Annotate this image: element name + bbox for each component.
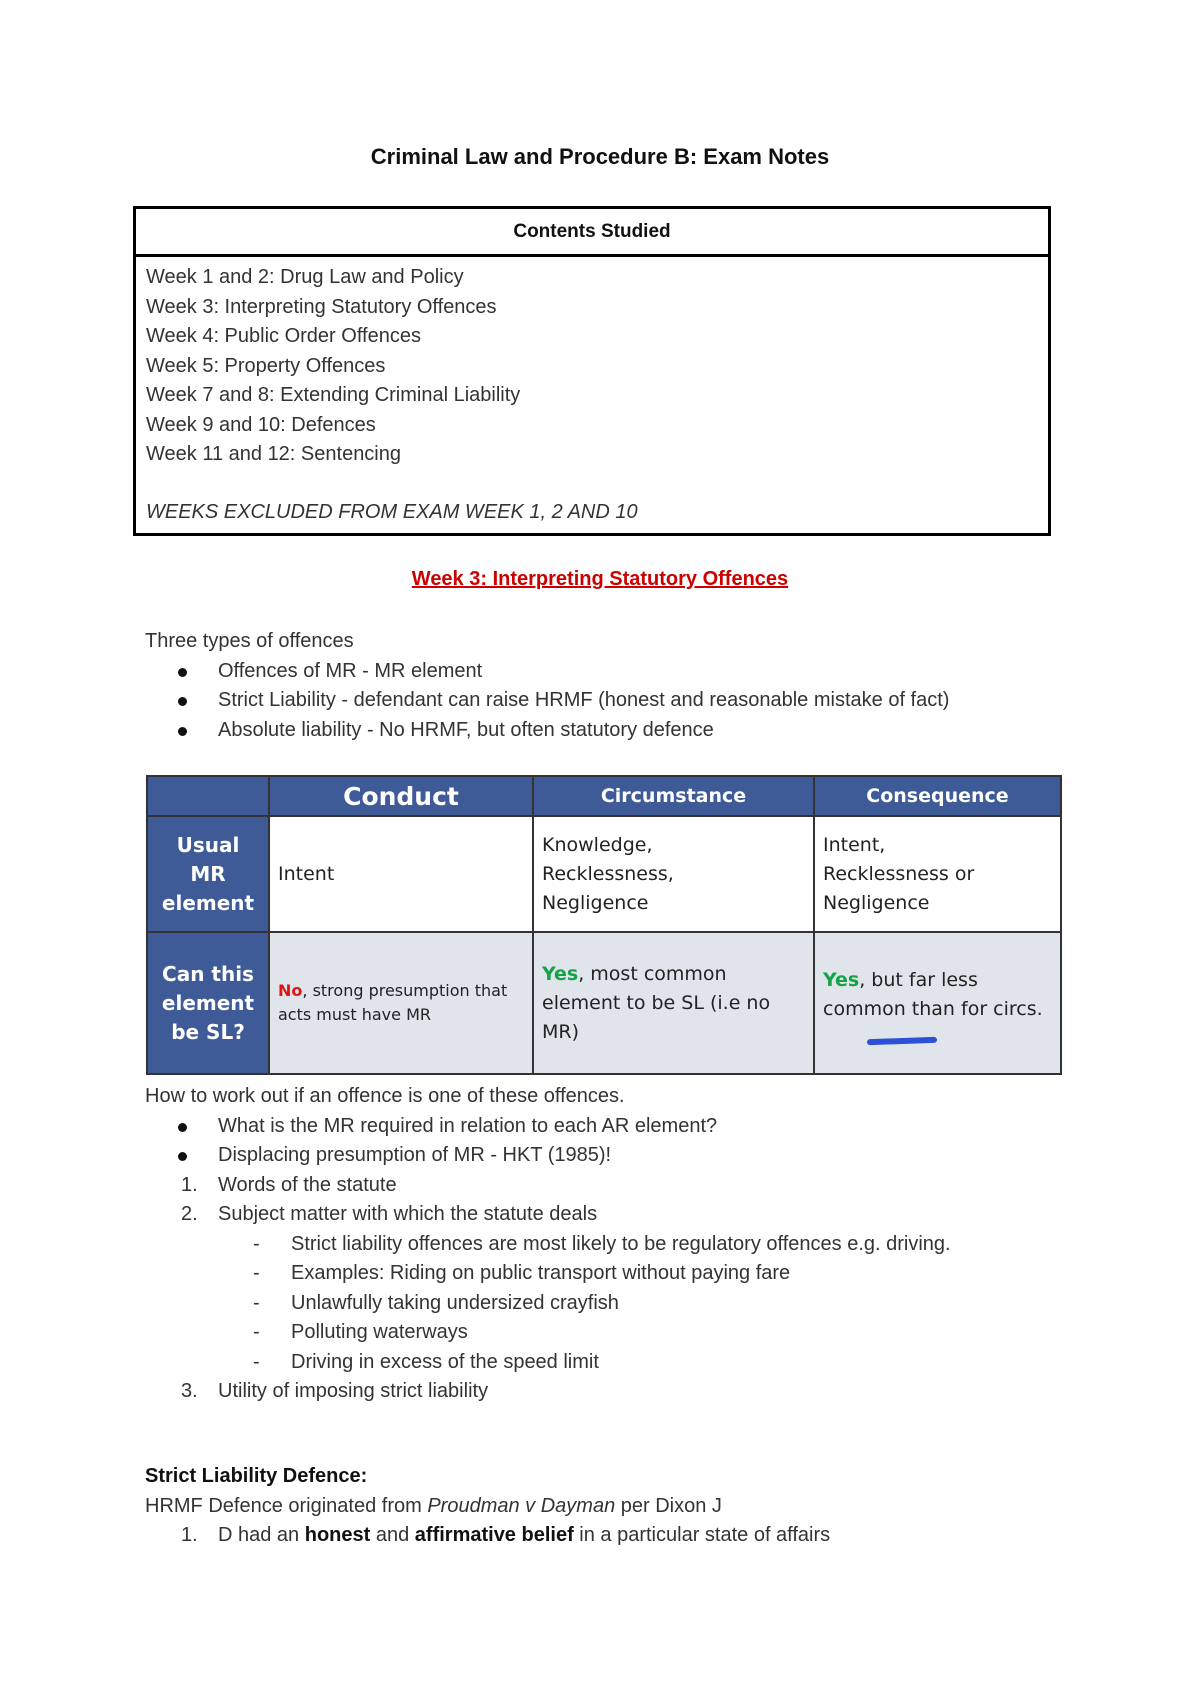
numbered-item: 2. Subject matter with which the statute deals [181,1203,598,1225]
list-item: Absolute liability - No HRMF, but often statutory defence [145,716,949,746]
numbered-item: 1. Words of the statute [181,1173,397,1196]
table-corner [147,776,269,816]
sl-conduct-cell: No, strong presumption that acts must have MR [269,932,533,1074]
row-header-usual-mr: Usual MR element [147,816,269,932]
sl-defence-heading: Strict Liability Defence: [145,1465,368,1487]
contents-item: Week 11 and 12: Sentencing [146,443,401,465]
page-title: Criminal Law and Procedure B: Exam Notes [370,144,830,169]
contents-item: Week 4: Public Order Offences [146,325,421,347]
contents-item: Week 9 and 10: Defences [146,413,376,436]
excluded-weeks-note: WEEKS EXCLUDED FROM EXAM WEEK 1, 2 AND 10 [146,500,638,523]
row-header-can-be-sl: Can this element be SL? [147,932,269,1074]
offence-types-section [145,627,949,745]
offence-types-intro: Three types of offences [145,630,354,652]
contents-item: Week 5: Property Offences [146,354,386,377]
sl-consequence-cell: Yes, but far less common than for circs. [814,932,1061,1074]
mr-elements-table [146,775,1062,1075]
yes-flag: Yes [542,962,579,985]
dash-item: - Unlawfully taking undersized crayfish [253,1291,619,1314]
list-item: What is the MR required in relation to each AR element? [145,1112,951,1142]
contents-item: Week 7 and 8: Extending Criminal Liability [146,384,521,406]
section-heading-week-3: Week 3: Interpreting Statutory Offences [411,568,789,590]
dash-item: - Polluting waterways [253,1321,468,1343]
contents-header: Contents Studied [136,209,1048,257]
contents-list [136,257,1048,533]
sl-circumstance-cell: Yes, most common element to be SL (i.e no MR) [533,932,814,1074]
sl-defence-origin: HRMF Defence originated from Proudman v Dayman per Dixon J [145,1494,722,1517]
sl-defence-section [145,1462,830,1551]
bullet-icon [178,1152,187,1161]
ink-underline-mark [867,1036,937,1044]
column-header-consequence: Consequence [814,776,1061,816]
column-header-circumstance: Circumstance [533,776,814,816]
dash-item: - Examples: Riding on public transport without paying fare [253,1262,791,1284]
numbered-item: 1. D had an honest and affirmative belief in a particular state of affairs [181,1524,831,1546]
bullet-icon [178,697,187,706]
no-flag: No [278,981,303,1000]
dash-item: - Strict liability offences are most likely to be regulatory offences e.g. driving. [253,1232,951,1255]
yes-flag: Yes [823,968,860,991]
numbered-item: 3. Utility of imposing strict liability [181,1380,489,1402]
contents-item: Week 1 and 2: Drug Law and Policy [146,266,464,288]
usual-mr-conduct-cell: Intent [269,816,533,932]
contents-item: Week 3: Interpreting Statutory Offences [146,295,497,318]
contents-box [133,206,1051,536]
usual-mr-consequence-cell: Intent, Recklessness or Negligence [814,816,1061,932]
usual-mr-circumstance-cell: Knowledge, Recklessness, Negligence [533,816,814,932]
column-header-conduct: Conduct [269,776,533,816]
bullet-icon [178,727,187,736]
dash-item: - Driving in excess of the speed limit [253,1350,599,1373]
list-item: Displacing presumption of MR - HKT (1985)! [145,1141,951,1171]
how-to-intro: How to work out if an offence is one of these offences. [145,1085,625,1107]
how-to-section [145,1082,951,1407]
bullet-icon [178,1123,187,1132]
list-item: Strict Liability - defendant can raise HRMF (honest and reasonable mistake of fact) [145,686,949,716]
list-item: Offences of MR - MR element [145,657,949,687]
bullet-icon [178,668,187,677]
